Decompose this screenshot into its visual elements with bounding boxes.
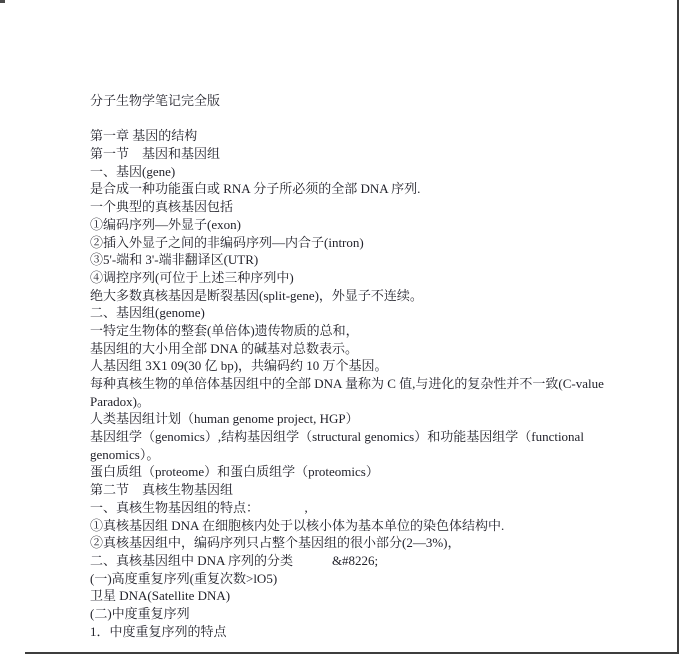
text-line: 绝大多数真核基因是断裂基因(split-gene)，外显子不连续。 — [90, 287, 423, 303]
text-line: 基因组的大小用全部 DNA 的碱基对总数表示。 — [90, 340, 358, 356]
doc-title: 分子生物学笔记完全版 — [90, 93, 221, 108]
text-line: 是合成一种功能蛋白或 RNA 分子所必须的全部 DNA 序列. — [90, 181, 421, 197]
text-line: Paradox)。 — [90, 393, 150, 409]
text-line — [90, 110, 650, 128]
text-line: 二、真核基因组中 DNA 序列的分类 &#8226; — [90, 552, 379, 568]
text-line: ②插入外显子之间的非编码序列—内合子(intron) — [90, 234, 364, 250]
section-heading: 第二节 真核生物基因组 — [90, 482, 234, 498]
text-line: 基因组学（genomics）,结构基因组学（structural genomics）和功能基因组学（functional — [90, 429, 584, 445]
section-heading: 第一节 基因和基因组 — [90, 146, 221, 162]
text-line: 蛋白质组（proteome）和蛋白质组学（proteomics） — [90, 464, 379, 480]
page-corner-mark — [0, 0, 5, 3]
text-line: genomics）。 — [90, 446, 160, 462]
text-line: 人基因组 3X1 09(30 亿 bp)，共编码约 10 万个基因。 — [90, 358, 388, 374]
text-line: 一特定生物体的整套(单倍体)遗传物质的总和， — [90, 322, 359, 338]
text-line: 人类基因组计划（human genome project, HGP） — [90, 411, 359, 427]
text-line: ④调控序列(可位于上述三种序列中) — [90, 269, 294, 285]
text-line: 每种真核生物的单倍体基因组中的全部 DNA 量称为 C 值,与进化的复杂性并不一致(C-value — [90, 376, 604, 391]
text-line: (二)中度重复序列 — [90, 605, 190, 621]
text-line: 1．中度重复序列的特点 — [90, 623, 227, 639]
text-line: 一、真核生物基因组的特点： , — [90, 499, 308, 515]
text-line: ③5'-端和 3'-端非翻译区(UTR) — [90, 252, 259, 268]
chapter-heading: 第一章 基因的结构 — [90, 128, 198, 144]
document-text — [90, 92, 650, 640]
text-line: 一个典型的真核基因包括 — [90, 199, 234, 215]
page-right-edge — [677, 0, 679, 653]
text-line: ①编码序列—外显子(exon) — [90, 216, 241, 232]
text-line: 二、基因组(genome) — [90, 305, 205, 321]
text-line: ①真核基因组 DNA 在细胞核内处于以核小体为基本单位的染色体结构中. — [90, 517, 505, 533]
text-line: 一、基因(gene) — [90, 163, 176, 179]
text-line: (一)高度重复序列(重复次数>lO5) — [90, 570, 278, 586]
text-line: ②真核基因组中，编码序列只占整个基因组的很小部分(2—3%)， — [90, 535, 461, 551]
page-bottom-edge — [25, 652, 679, 654]
text-line: 卫星 DNA(Satellite DNA) — [90, 588, 231, 604]
